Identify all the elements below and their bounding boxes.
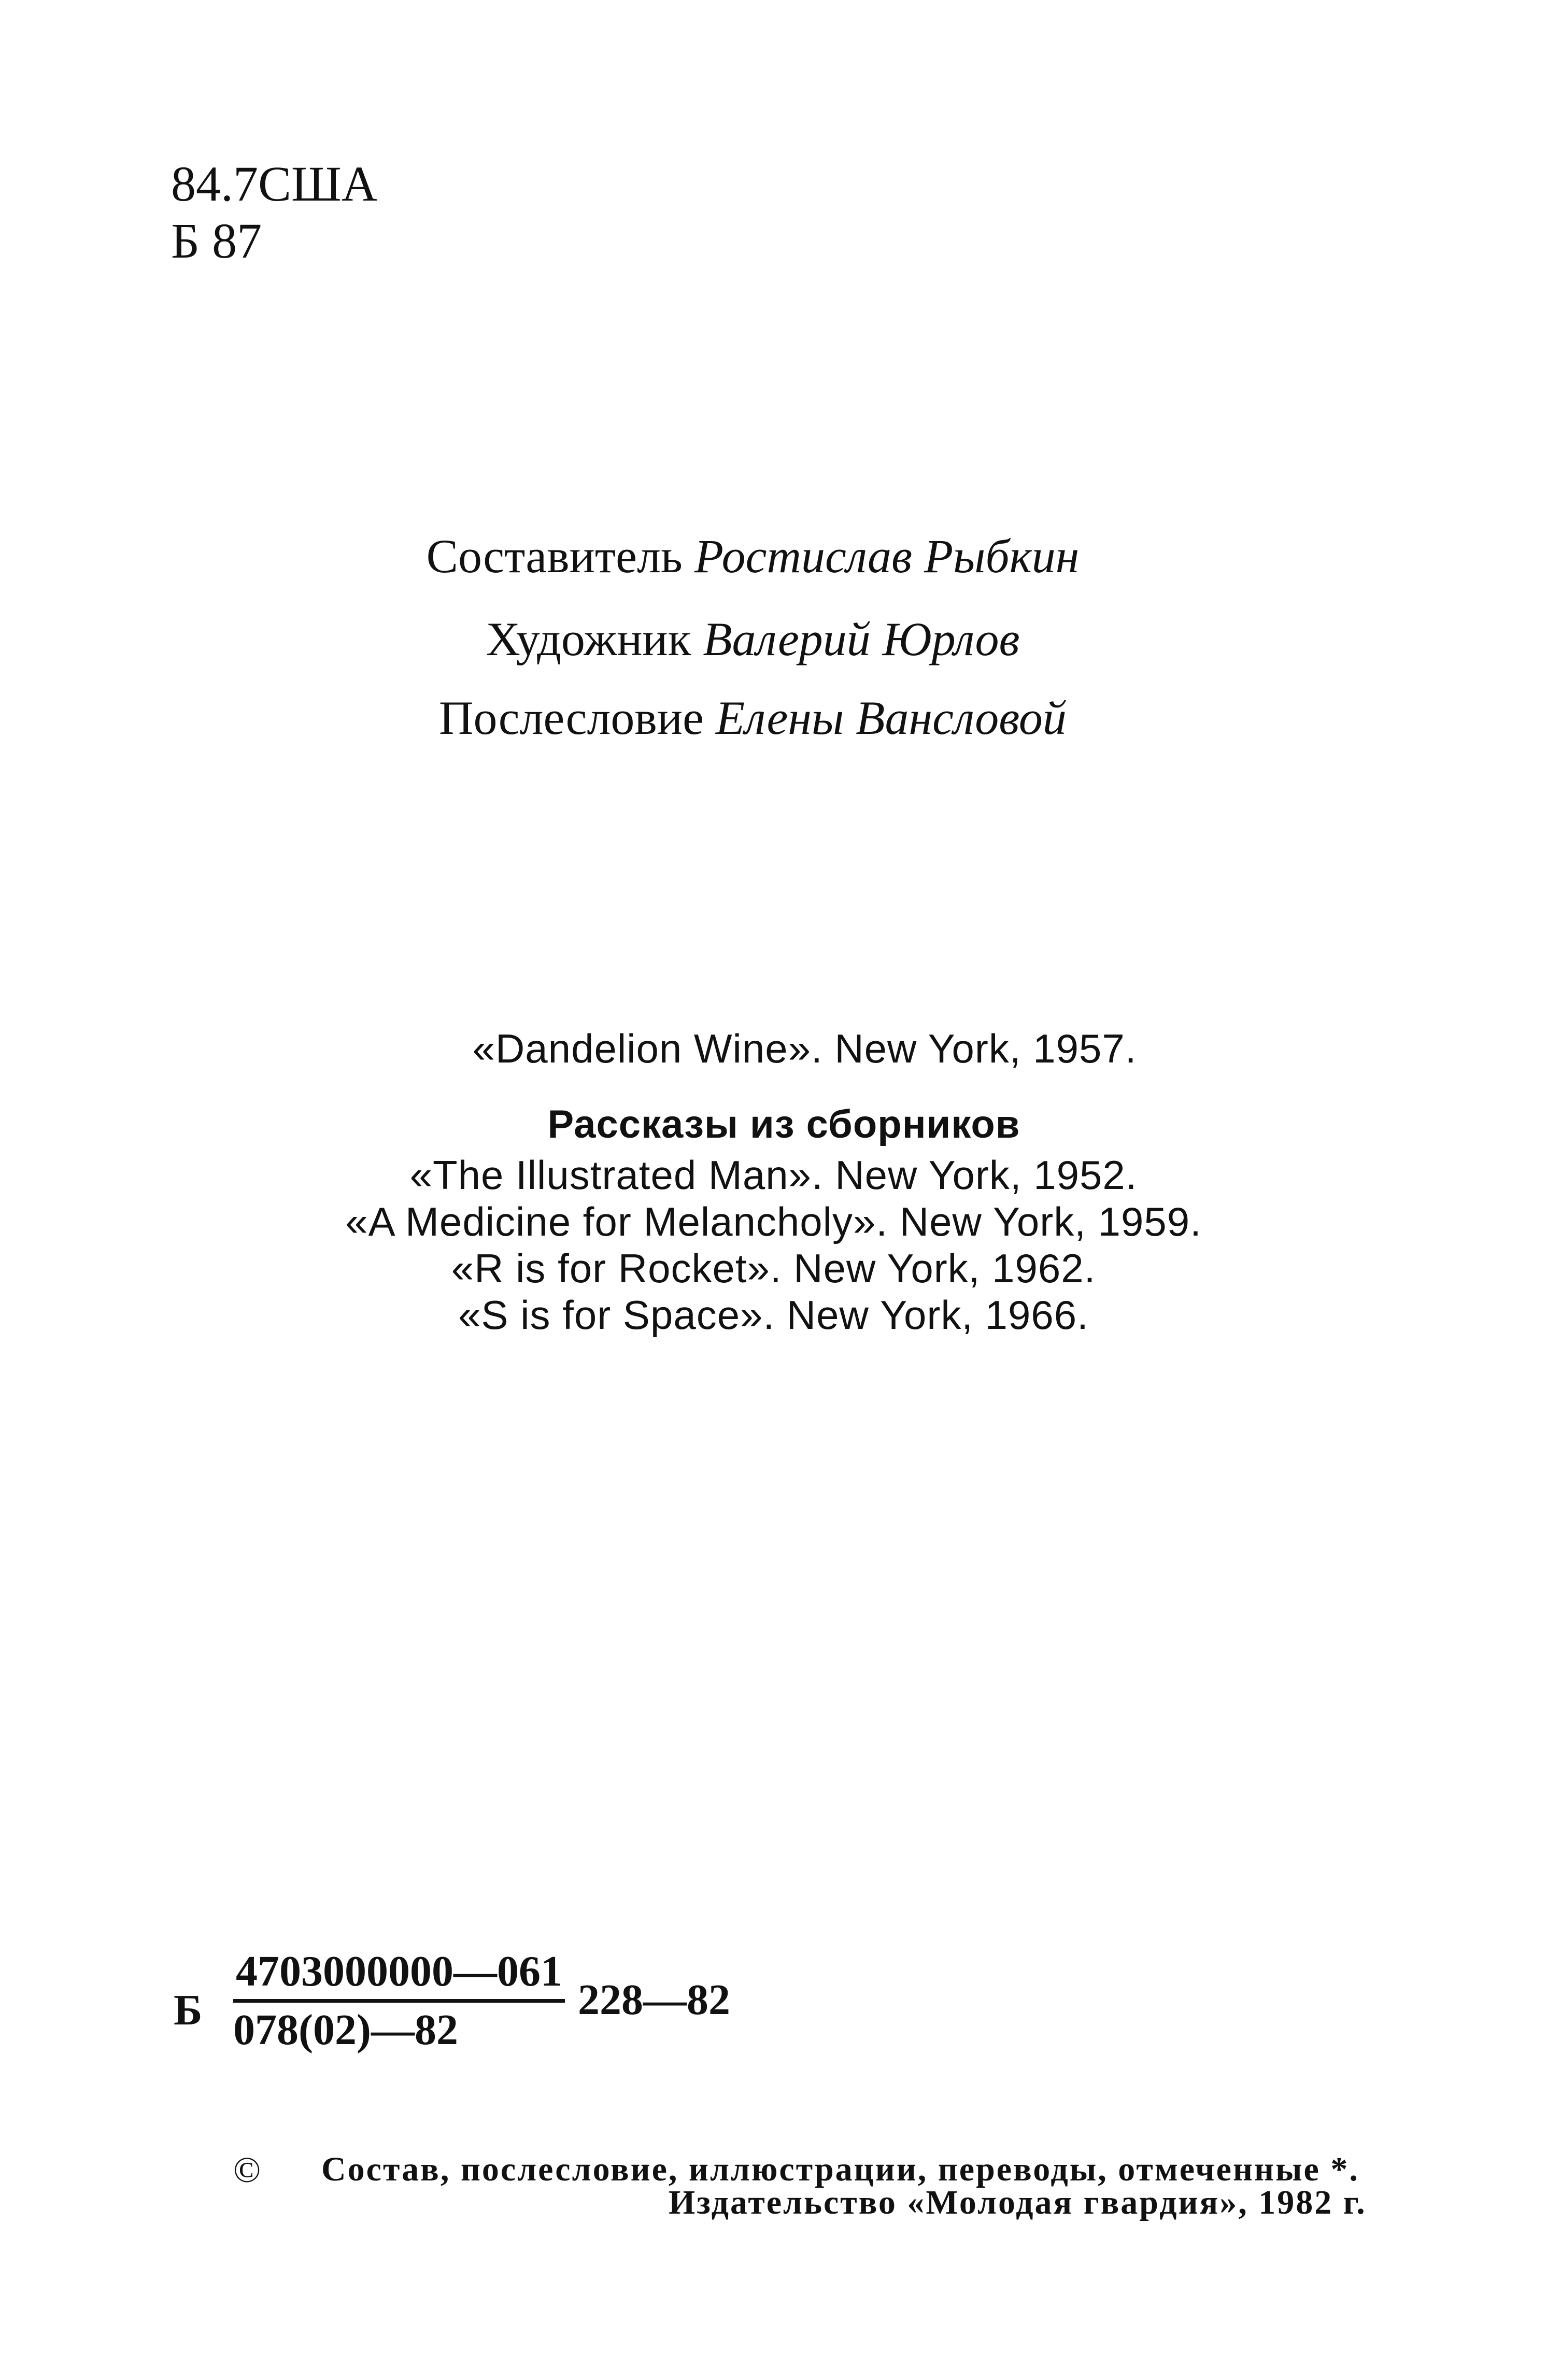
index-code: 228—82 [578,1976,730,2024]
copyright-line: Состав, послесловие, иллюстрации, переводы, отмеченные *. [321,2150,1359,2188]
publisher-line: Издательство «Молодая гвардия», 1982 г. [669,2184,1367,2221]
credit-name: Валерий Юрлов [703,613,1020,665]
credit-artist [0,611,1526,668]
credit-compiler [0,528,1526,585]
author-mark: Б 87 [171,213,262,268]
credit-name: Елены Вансловой [715,691,1067,744]
index-denominator: 078(02)—82 [233,2006,458,2054]
fraction-line [233,1999,565,2003]
credit-role: Художник [486,613,691,665]
credit-role: Составитель [426,530,683,583]
copyright-icon: © [233,2150,261,2190]
credit-role: Послесловие [439,691,704,744]
source-main: «Dandelion Wine». New York, 1957. [472,1026,1137,1071]
classification-code: 84.7США [171,156,378,211]
classification-block [171,155,377,270]
credit-afterword [0,689,1526,746]
stories-heading: Рассказы из сборников [547,1102,1020,1146]
index-letter: Б [174,1986,203,2034]
collection-item: «S is for Space». New York, 1966. [458,1292,1089,1338]
credit-name: Ростислав Рыбкин [694,530,1080,583]
collection-item: «R is for Rocket». New York, 1962. [451,1245,1096,1291]
collection-item: «The Illustrated Man». New York, 1952. [409,1152,1138,1198]
collections-list [0,1152,1547,1338]
index-numerator: 4703000000—061 [236,1947,562,1995]
collection-item: «A Medicine for Melancholy». New York, 1959. [345,1199,1202,1244]
